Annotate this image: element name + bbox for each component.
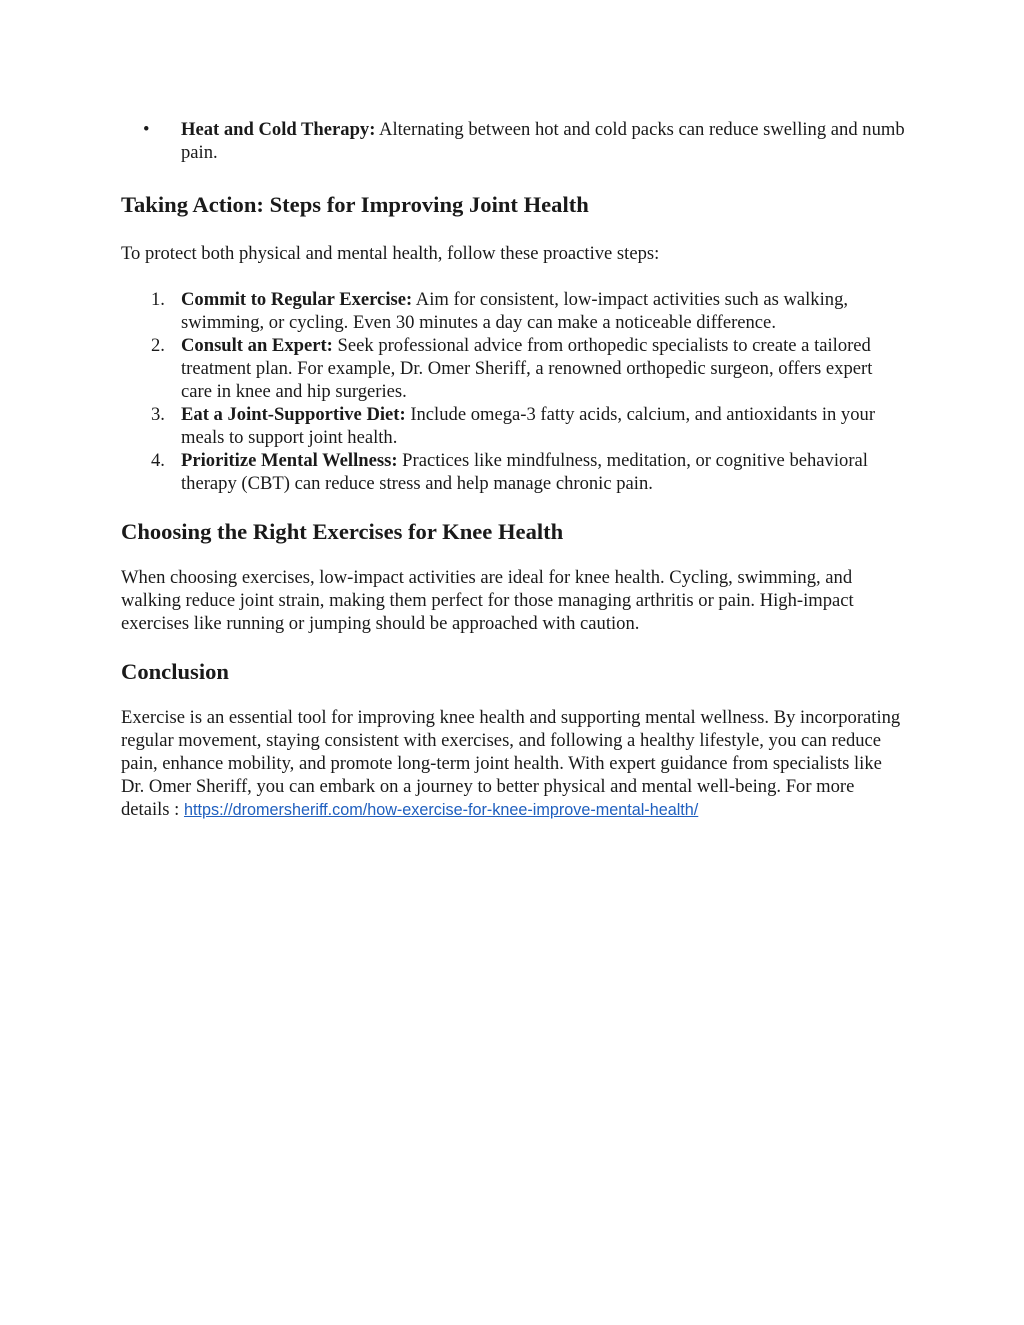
choosing-exercises-body: When choosing exercises, low-impact activities are ideal for knee health. Cycling, swimming, and walking reduce joint strain, making them perfect for those managing arthritis or pain. High-impact exercises like running or jumping should be approached with caution. bbox=[121, 567, 854, 634]
step-number: 2. bbox=[151, 335, 165, 356]
step-text: Include omega-3 fatty acids, calcium, and antioxidants in your meals to support joint health. bbox=[181, 404, 876, 448]
bullet-item-title: Heat and Cold Therapy: bbox=[181, 119, 376, 140]
step-title: Eat a Joint-Supportive Diet: bbox=[181, 404, 406, 425]
step-item-consult-expert bbox=[121, 334, 906, 403]
heading-taking-action: Taking Action: Steps for Improving Joint Health bbox=[121, 192, 589, 217]
step-text: Practices like mindfulness, meditation, or cognitive behavioral therapy (CBT) can reduce stress and help manage chronic pain. bbox=[181, 450, 868, 494]
step-number: 3. bbox=[151, 404, 165, 425]
step-item-joint-diet bbox=[121, 403, 906, 449]
step-title: Commit to Regular Exercise: bbox=[181, 289, 413, 310]
bullet-item-heat-cold-therapy bbox=[121, 118, 906, 164]
heading-choosing-exercises: Choosing the Right Exercises for Knee Health bbox=[121, 519, 564, 544]
step-item-mental-wellness bbox=[121, 449, 906, 495]
step-item-regular-exercise bbox=[121, 288, 906, 334]
bullet-list bbox=[121, 118, 906, 164]
heading-conclusion: Conclusion bbox=[121, 659, 229, 684]
more-details-link[interactable]: https://dromersheriff.com/how-exercise-for-knee-improve-mental-health/ bbox=[184, 801, 699, 819]
step-text: Aim for consistent, low-impact activities such as walking, swimming, or cycling. Even 30 minutes a day can make a noticeable difference. bbox=[181, 289, 849, 333]
step-title: Prioritize Mental Wellness: bbox=[181, 450, 398, 471]
conclusion-text: Exercise is an essential tool for improving knee health and supporting mental wellness. By incorporating regular movement, staying consistent with exercises, and following a healthy lifestyle, you can reduce pain, enhance mobility, and promote long-term joint health. With expert guidance from specialists like Dr. Omer Sheriff, you can embark on a journey to better physical and mental well-being. For more details : bbox=[121, 707, 901, 820]
step-number: 1. bbox=[151, 289, 165, 310]
bullet-item-text: Alternating between hot and cold packs can reduce swelling and numb pain. bbox=[181, 119, 905, 163]
step-text: Seek professional advice from orthopedic specialists to create a tailored treatment plan. For example, Dr. Omer Sheriff, a renowned orthopedic surgeon, offers expert care in knee and hip surgeries. bbox=[181, 335, 873, 402]
step-title: Consult an Expert: bbox=[181, 335, 333, 356]
document-content bbox=[121, 118, 906, 822]
steps-list bbox=[121, 288, 906, 495]
taking-action-intro: To protect both physical and mental health, follow these proactive steps: bbox=[121, 243, 660, 264]
step-number: 4. bbox=[151, 450, 165, 471]
bullet-icon: • bbox=[143, 119, 150, 140]
conclusion-body bbox=[121, 706, 906, 822]
